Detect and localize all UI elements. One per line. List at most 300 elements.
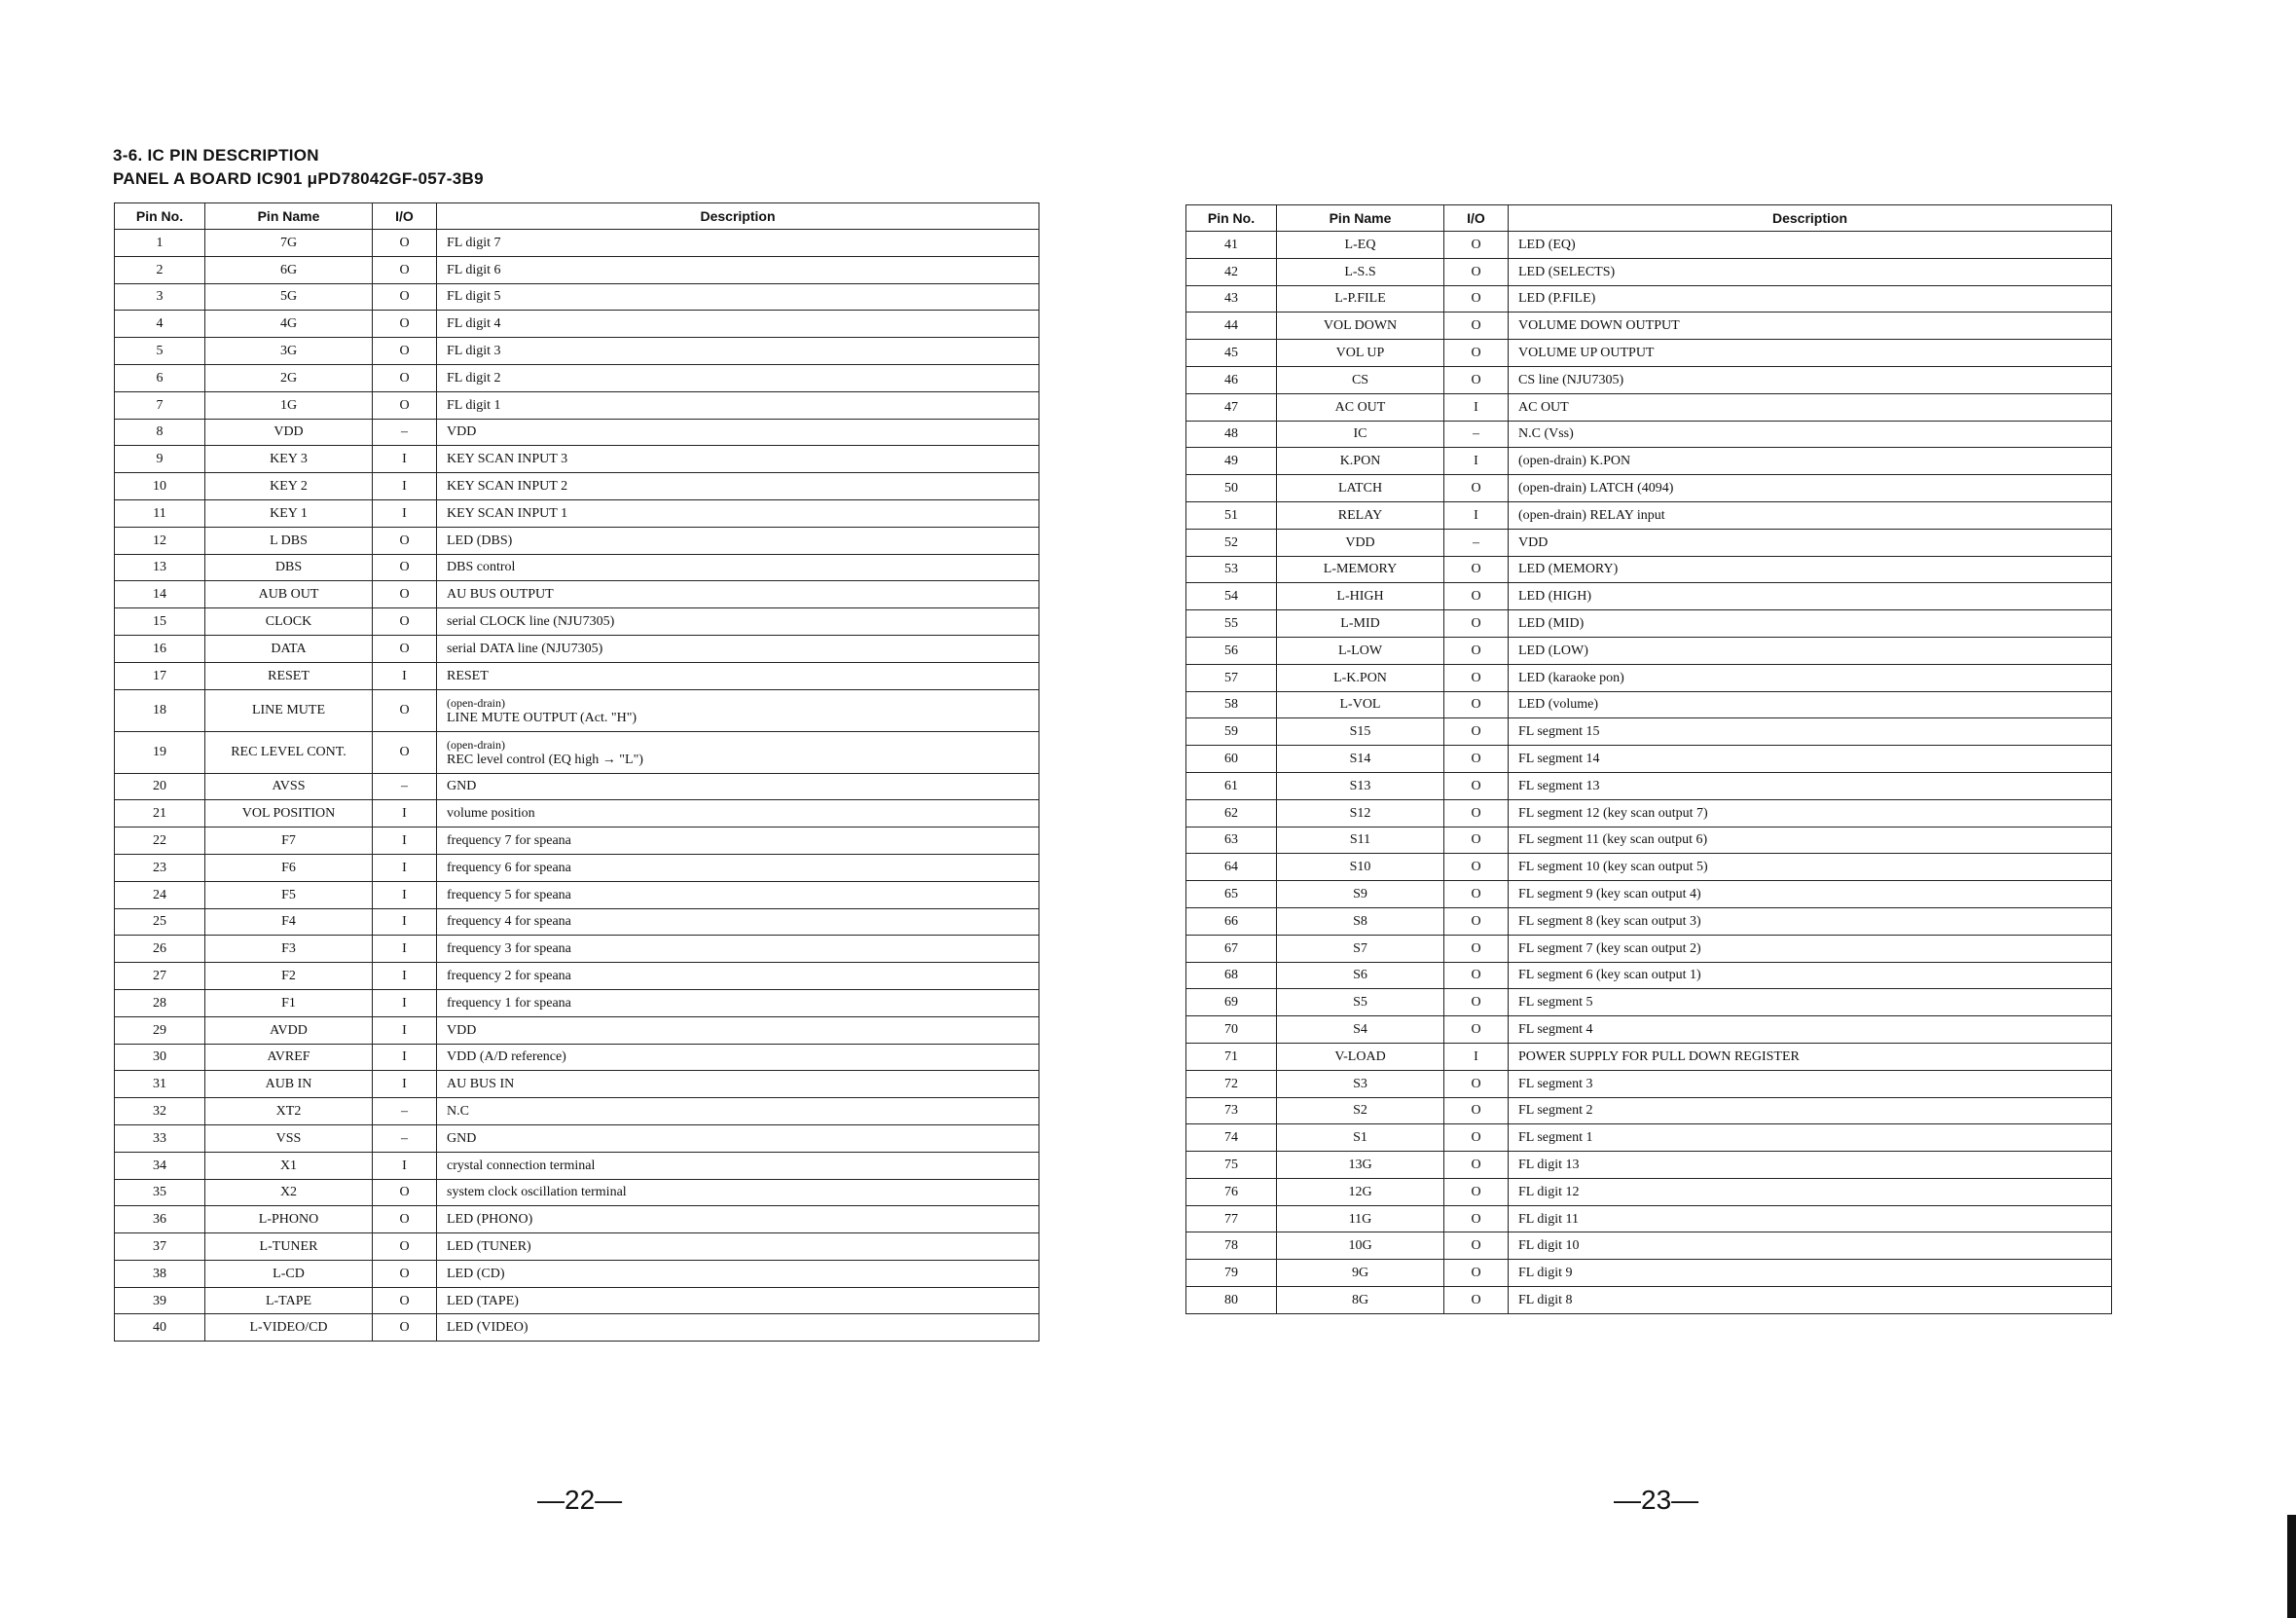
pin-name-cell: S2 (1277, 1097, 1444, 1124)
table-row (115, 881, 1039, 908)
pin-no-cell: 52 (1186, 529, 1277, 556)
io-cell: – (373, 1124, 437, 1152)
table-row (1186, 1043, 2112, 1070)
table-row (1186, 501, 2112, 529)
description-line: frequency 3 for speana (447, 941, 571, 957)
io-cell: O (373, 391, 437, 419)
pin-name-cell: S11 (1277, 827, 1444, 854)
pin-no-cell: 30 (115, 1044, 205, 1071)
pin-name-cell: L-EQ (1277, 232, 1444, 259)
pin-name-cell: S5 (1277, 989, 1444, 1016)
col-header-pin-no: Pin No. (115, 203, 205, 230)
pin-no-cell: 17 (115, 662, 205, 689)
description-cell (1509, 1070, 2112, 1097)
table-row (1186, 989, 2112, 1016)
pin-no-cell: 79 (1186, 1260, 1277, 1287)
description-cell (1509, 854, 2112, 881)
pin-name-cell: V-LOAD (1277, 1043, 1444, 1070)
description-cell (1509, 529, 2112, 556)
pin-name-cell: 6G (205, 256, 373, 283)
pin-name-cell: L-VOL (1277, 691, 1444, 718)
description-line: LED (PHONO) (447, 1212, 533, 1228)
pin-name-cell: L-P.FILE (1277, 285, 1444, 313)
table-row (1186, 258, 2112, 285)
io-cell: O (1444, 962, 1509, 989)
io-cell: O (1444, 1260, 1509, 1287)
table-row (115, 635, 1039, 662)
pin-name-cell: AC OUT (1277, 393, 1444, 421)
description-cell (437, 1287, 1039, 1314)
description-cell (1509, 691, 2112, 718)
pin-name-cell: L-CD (205, 1260, 373, 1287)
table-row (115, 1071, 1039, 1098)
io-cell: O (1444, 637, 1509, 664)
pin-name-cell: L-HIGH (1277, 583, 1444, 610)
table-row (115, 1098, 1039, 1125)
pin-name-cell: DBS (205, 554, 373, 581)
pin-no-cell: 40 (115, 1314, 205, 1342)
table-row (115, 689, 1039, 731)
description-cell (437, 230, 1039, 257)
pin-no-cell: 19 (115, 731, 205, 773)
description-line: FL segment 8 (key scan output 3) (1518, 913, 1701, 929)
pin-name-cell: REC LEVEL CONT. (205, 731, 373, 773)
pin-name-cell: F3 (205, 936, 373, 963)
table-row (115, 419, 1039, 446)
description-cell (1509, 772, 2112, 799)
description-line: FL segment 13 (1518, 778, 1600, 793)
pin-no-cell: 4 (115, 311, 205, 338)
description-cell (1509, 393, 2112, 421)
pin-name-cell: L-K.PON (1277, 664, 1444, 691)
pin-no-cell: 50 (1186, 475, 1277, 502)
pin-name-cell: 3G (205, 338, 373, 365)
pin-no-cell: 26 (115, 936, 205, 963)
description-line: (open-drain) K.PON (1518, 454, 1631, 469)
pin-name-cell: RESET (205, 662, 373, 689)
io-cell: O (1444, 664, 1509, 691)
description-cell (437, 827, 1039, 855)
description-line: RESET (447, 668, 489, 683)
description-line: FL segment 14 (1518, 752, 1600, 767)
pin-no-cell: 44 (1186, 313, 1277, 340)
table-row (1186, 1260, 2112, 1287)
description-line: FL digit 9 (1518, 1266, 1573, 1281)
pin-no-cell: 55 (1186, 610, 1277, 638)
pin-name-cell: KEY 1 (205, 499, 373, 527)
description-line: AU BUS IN (447, 1077, 515, 1092)
table-row (115, 1314, 1039, 1342)
pin-name-cell: S6 (1277, 962, 1444, 989)
description-line: VDD (447, 424, 477, 440)
description-line: CS line (NJU7305) (1518, 372, 1624, 387)
io-cell: I (1444, 501, 1509, 529)
pin-name-cell: S12 (1277, 799, 1444, 827)
pin-no-cell: 73 (1186, 1097, 1277, 1124)
table-row (115, 608, 1039, 636)
description-cell (437, 581, 1039, 608)
io-cell: I (1444, 448, 1509, 475)
scan-edge-mark (2287, 1515, 2296, 1618)
pin-no-cell: 76 (1186, 1178, 1277, 1205)
pin-no-cell: 61 (1186, 772, 1277, 799)
table-row (1186, 393, 2112, 421)
table-row (115, 1179, 1039, 1206)
pin-no-cell: 51 (1186, 501, 1277, 529)
description-line: VDD (A/D reference) (447, 1049, 566, 1065)
table-row (1186, 1070, 2112, 1097)
pin-no-cell: 42 (1186, 258, 1277, 285)
io-cell: O (1444, 556, 1509, 583)
table-row (1186, 1287, 2112, 1314)
pin-no-cell: 70 (1186, 1016, 1277, 1044)
table-row (1186, 556, 2112, 583)
io-cell: O (373, 554, 437, 581)
pin-table-left-body (115, 230, 1039, 1342)
io-cell: – (1444, 529, 1509, 556)
table-row (115, 989, 1039, 1016)
description-cell (1509, 366, 2112, 393)
pin-name-cell: L-PHONO (205, 1206, 373, 1233)
description-cell (1509, 475, 2112, 502)
table-row (115, 936, 1039, 963)
description-cell (437, 1124, 1039, 1152)
io-cell: I (1444, 1043, 1509, 1070)
pin-name-cell: X2 (205, 1179, 373, 1206)
description-line: LED (LOW) (1518, 643, 1588, 658)
col-header-io: I/O (373, 203, 437, 230)
pin-no-cell: 1 (115, 230, 205, 257)
description-cell (1509, 556, 2112, 583)
description-cell (437, 1016, 1039, 1044)
pin-no-cell: 8 (115, 419, 205, 446)
table-row (115, 446, 1039, 473)
io-cell: O (373, 731, 437, 773)
io-cell: O (373, 283, 437, 311)
description-line: LED (CD) (447, 1266, 505, 1281)
description-line: volume position (447, 806, 535, 822)
description-cell (1509, 313, 2112, 340)
pin-no-cell: 20 (115, 773, 205, 800)
pin-name-cell: LINE MUTE (205, 689, 373, 731)
pin-no-cell: 67 (1186, 935, 1277, 962)
io-cell: O (373, 635, 437, 662)
table-row (115, 1206, 1039, 1233)
pin-no-cell: 5 (115, 338, 205, 365)
pin-no-cell: 16 (115, 635, 205, 662)
col-header-description: Description (437, 203, 1039, 230)
pin-name-cell: VOL POSITION (205, 800, 373, 827)
description-line: N.C (Vss) (1518, 426, 1574, 442)
description-line: FL segment 3 (1518, 1076, 1593, 1091)
description-line: FL digit 6 (447, 262, 501, 277)
pin-name-cell: 11G (1277, 1205, 1444, 1232)
table-row (1186, 583, 2112, 610)
io-cell: O (1444, 854, 1509, 881)
description-cell (1509, 935, 2112, 962)
description-cell (437, 1233, 1039, 1261)
io-cell: O (1444, 340, 1509, 367)
description-line: FL digit 8 (1518, 1292, 1573, 1307)
description-line: FL digit 10 (1518, 1238, 1580, 1254)
description-line: GND (447, 1130, 477, 1146)
table-row (115, 1260, 1039, 1287)
io-cell: – (373, 1098, 437, 1125)
pin-name-cell: VDD (205, 419, 373, 446)
pin-name-cell: 12G (1277, 1178, 1444, 1205)
description-cell (437, 473, 1039, 500)
description-line: FL segment 1 (1518, 1130, 1593, 1146)
description-line: LED (P.FILE) (1518, 291, 1596, 307)
description-cell (1509, 258, 2112, 285)
pin-name-cell: S9 (1277, 881, 1444, 908)
pin-name-cell: S7 (1277, 935, 1444, 962)
pin-no-cell: 31 (115, 1071, 205, 1098)
table-row (115, 1287, 1039, 1314)
pin-name-cell: 10G (1277, 1232, 1444, 1260)
description-line: FL digit 2 (447, 370, 501, 386)
io-cell: O (373, 1179, 437, 1206)
pin-name-cell: F6 (205, 854, 373, 881)
io-cell: I (373, 1044, 437, 1071)
io-cell: I (373, 1071, 437, 1098)
io-cell: I (373, 662, 437, 689)
pin-no-cell: 34 (115, 1152, 205, 1179)
description-line: FL segment 15 (1518, 724, 1600, 740)
description-line: POWER SUPPLY FOR PULL DOWN REGISTER (1518, 1048, 1800, 1064)
description-cell (437, 554, 1039, 581)
table-row (1186, 935, 2112, 962)
io-cell: O (1444, 232, 1509, 259)
io-cell: I (373, 963, 437, 990)
pin-table-right (1185, 204, 2112, 1314)
pin-table-right-body (1186, 232, 2112, 1314)
description-line: KEY SCAN INPUT 2 (447, 479, 568, 495)
table-row (1186, 1016, 2112, 1044)
pin-name-cell: F1 (205, 989, 373, 1016)
pin-no-cell: 10 (115, 473, 205, 500)
table-row (1186, 1097, 2112, 1124)
description-cell (1509, 421, 2112, 448)
description-line: FL digit 1 (447, 397, 501, 413)
description-line: FL segment 12 (key scan output 7) (1518, 805, 1708, 821)
io-cell: O (373, 1260, 437, 1287)
io-cell: O (1444, 772, 1509, 799)
io-cell: O (1444, 935, 1509, 962)
table-row (1186, 1178, 2112, 1205)
col-header-pin-name: Pin Name (205, 203, 373, 230)
description-line: AC OUT (1518, 399, 1569, 415)
io-cell: O (1444, 691, 1509, 718)
description-cell (437, 419, 1039, 446)
table-row (1186, 610, 2112, 638)
table-row (115, 499, 1039, 527)
description-line: VDD (1518, 534, 1549, 550)
description-cell (437, 773, 1039, 800)
table-row (1186, 664, 2112, 691)
pin-name-cell: F2 (205, 963, 373, 990)
description-line: FL digit 4 (447, 316, 501, 332)
description-line: frequency 7 for speana (447, 833, 571, 849)
io-cell: I (373, 881, 437, 908)
pin-name-cell: F4 (205, 908, 373, 936)
pin-name-cell: S14 (1277, 746, 1444, 773)
pin-no-cell: 57 (1186, 664, 1277, 691)
io-cell: O (373, 689, 437, 731)
table-row (115, 1016, 1039, 1044)
table-row (1186, 799, 2112, 827)
io-cell: O (1444, 746, 1509, 773)
page-number-left: —22— (537, 1485, 623, 1515)
io-cell: O (373, 311, 437, 338)
pin-name-cell: KEY 3 (205, 446, 373, 473)
io-cell: O (373, 364, 437, 391)
description-line: FL segment 4 (1518, 1022, 1593, 1037)
pin-no-cell: 24 (115, 881, 205, 908)
description-cell (1509, 799, 2112, 827)
pin-no-cell: 68 (1186, 962, 1277, 989)
table-row (115, 963, 1039, 990)
description-line: LED (MID) (1518, 616, 1585, 632)
pin-no-cell: 35 (115, 1179, 205, 1206)
pin-name-cell: AVREF (205, 1044, 373, 1071)
description-line: DBS control (447, 560, 516, 575)
pin-no-cell: 66 (1186, 907, 1277, 935)
pin-no-cell: 46 (1186, 366, 1277, 393)
io-cell: O (1444, 1016, 1509, 1044)
table-row (115, 527, 1039, 554)
io-cell: O (1444, 1124, 1509, 1152)
description-line: (open-drain) RELAY input (1518, 507, 1665, 523)
table-row (115, 391, 1039, 419)
description-line: FL segment 7 (key scan output 2) (1518, 940, 1701, 956)
table-row (115, 662, 1039, 689)
description-line: FL segment 5 (1518, 995, 1593, 1011)
description-cell (1509, 1205, 2112, 1232)
table-row (1186, 1124, 2112, 1152)
description-line: (open-drain) (447, 737, 505, 752)
io-cell: O (1444, 718, 1509, 746)
description-cell (1509, 1287, 2112, 1314)
io-cell: O (373, 1233, 437, 1261)
pin-no-cell: 43 (1186, 285, 1277, 313)
pin-no-cell: 37 (115, 1233, 205, 1261)
description-cell (1509, 1016, 2112, 1044)
pin-name-cell: L-TUNER (205, 1233, 373, 1261)
description-cell (1509, 746, 2112, 773)
pin-no-cell: 65 (1186, 881, 1277, 908)
pin-no-cell: 72 (1186, 1070, 1277, 1097)
pin-no-cell: 41 (1186, 232, 1277, 259)
description-cell (1509, 1232, 2112, 1260)
io-cell: I (1444, 393, 1509, 421)
table-row (1186, 746, 2112, 773)
io-cell: I (373, 908, 437, 936)
description-cell (1509, 583, 2112, 610)
io-cell: O (1444, 1178, 1509, 1205)
description-line: serial CLOCK line (NJU7305) (447, 614, 615, 630)
table-row (115, 800, 1039, 827)
io-cell: I (373, 1152, 437, 1179)
description-line: LED (TAPE) (447, 1293, 519, 1308)
description-line: frequency 5 for speana (447, 887, 571, 902)
description-line: LINE MUTE OUTPUT (Act. "H") (447, 710, 638, 725)
pin-name-cell: L DBS (205, 527, 373, 554)
pin-no-cell: 11 (115, 499, 205, 527)
table-header-row (1186, 205, 2112, 232)
pin-no-cell: 39 (115, 1287, 205, 1314)
description-cell (1509, 1178, 2112, 1205)
pin-no-cell: 78 (1186, 1232, 1277, 1260)
description-cell (437, 1179, 1039, 1206)
description-cell (437, 1044, 1039, 1071)
description-cell (437, 635, 1039, 662)
description-cell (437, 908, 1039, 936)
pin-no-cell: 77 (1186, 1205, 1277, 1232)
pin-name-cell: X1 (205, 1152, 373, 1179)
board-title: PANEL A BOARD IC901 μPD78042GF-057-3B9 (113, 169, 484, 188)
pin-no-cell: 54 (1186, 583, 1277, 610)
pin-name-cell: 1G (205, 391, 373, 419)
description-cell (437, 881, 1039, 908)
pin-name-cell: KEY 2 (205, 473, 373, 500)
description-cell (1509, 1124, 2112, 1152)
io-cell: O (1444, 989, 1509, 1016)
table-row (1186, 448, 2112, 475)
pin-name-cell: 4G (205, 311, 373, 338)
pin-no-cell: 32 (115, 1098, 205, 1125)
description-cell (1509, 340, 2112, 367)
description-line: VOLUME DOWN OUTPUT (1518, 318, 1680, 334)
description-cell (437, 338, 1039, 365)
table-row (1186, 772, 2112, 799)
description-cell (1509, 448, 2112, 475)
description-cell (437, 963, 1039, 990)
pin-no-cell: 75 (1186, 1152, 1277, 1179)
description-line: LED (karaoke pon) (1518, 670, 1624, 685)
pin-name-cell: AUB OUT (205, 581, 373, 608)
io-cell: O (373, 256, 437, 283)
pin-name-cell: S15 (1277, 718, 1444, 746)
description-line: FL segment 9 (key scan output 4) (1518, 887, 1701, 902)
description-line: LED (TUNER) (447, 1238, 531, 1254)
table-row (1186, 285, 2112, 313)
io-cell: O (373, 1287, 437, 1314)
description-line: FL segment 6 (key scan output 1) (1518, 968, 1701, 983)
table-row (115, 473, 1039, 500)
pin-no-cell: 28 (115, 989, 205, 1016)
description-line: frequency 6 for speana (447, 860, 571, 875)
description-cell (1509, 1043, 2112, 1070)
description-line: system clock oscillation terminal (447, 1185, 627, 1200)
description-cell (437, 311, 1039, 338)
io-cell: O (1444, 827, 1509, 854)
description-cell (1509, 989, 2112, 1016)
description-line: FL digit 3 (447, 344, 501, 359)
table-row (1186, 340, 2112, 367)
io-cell: I (373, 989, 437, 1016)
pin-no-cell: 48 (1186, 421, 1277, 448)
description-line: FL digit 7 (447, 235, 501, 250)
io-cell: O (373, 338, 437, 365)
pin-name-cell: VDD (1277, 529, 1444, 556)
pin-name-cell: AUB IN (205, 1071, 373, 1098)
io-cell: O (1444, 907, 1509, 935)
pin-no-cell: 2 (115, 256, 205, 283)
io-cell: O (1444, 475, 1509, 502)
description-line: FL digit 13 (1518, 1157, 1580, 1172)
pin-no-cell: 15 (115, 608, 205, 636)
